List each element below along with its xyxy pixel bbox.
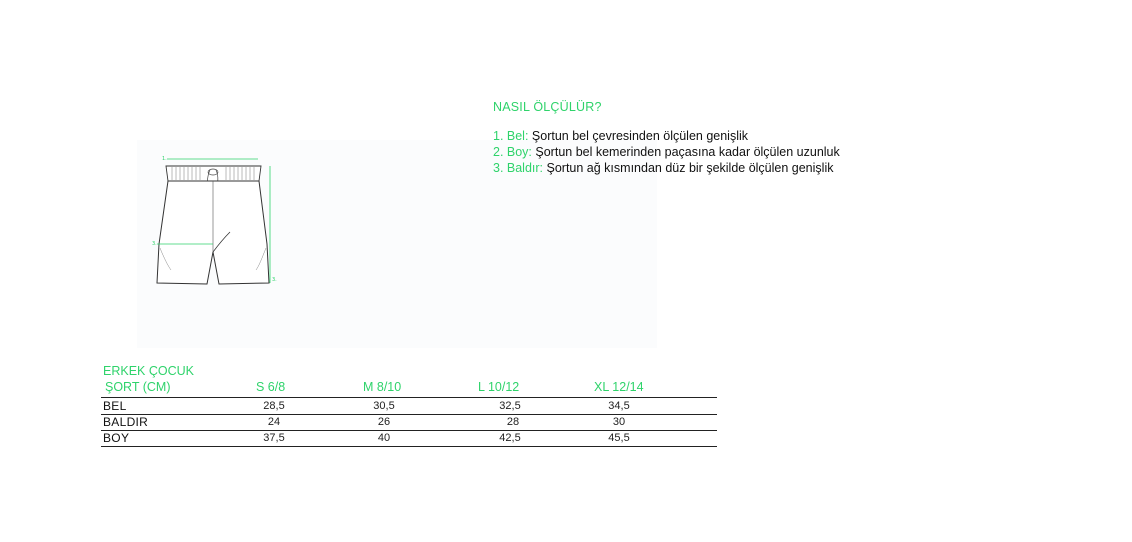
thigh-label: 3.	[152, 241, 157, 247]
table-cell: 32,5	[499, 400, 521, 412]
measure-item-waist	[493, 128, 1093, 144]
shorts-diagram	[140, 148, 300, 293]
column-header-xl: XL 12/14	[594, 380, 644, 394]
how-to-measure-title: NASIL ÖLÇÜLÜR?	[493, 100, 602, 114]
table-cell: 26	[377, 416, 391, 428]
table-cell: 24	[267, 416, 281, 428]
table-row	[101, 430, 717, 447]
how-to-measure	[493, 100, 1093, 176]
table-cell: 45,5	[608, 432, 630, 444]
measure-key: 3. Baldır:	[493, 161, 544, 175]
measure-item-length	[493, 144, 1093, 160]
table-cell: 30	[612, 416, 626, 428]
row-label: BEL	[103, 399, 127, 413]
column-header-l: L 10/12	[478, 380, 520, 394]
measure-item-thigh	[493, 160, 1093, 176]
table-row	[101, 398, 717, 415]
table-cell: 40	[377, 432, 391, 444]
length-label: 3.	[272, 277, 277, 283]
row-label: BOY	[103, 431, 130, 445]
row-label: BALDIR	[103, 415, 149, 429]
table-cell: 28,5	[263, 400, 285, 412]
measure-text: Şortun bel kemerinden paçasına kadar ölçülen uzunluk	[531, 145, 840, 159]
table-cell: 28	[506, 416, 520, 428]
size-table-header	[101, 380, 717, 398]
size-table-subtitle: ŞORT (CM)	[105, 380, 171, 394]
measure-text: Şortun bel çevresinden ölçülen genişlik	[528, 129, 749, 143]
measure-text: Şortun ağ kısmından düz bir şekilde ölçülen genişlik	[543, 161, 834, 175]
measure-key: 2. Boy:	[493, 145, 532, 159]
measure-key: 1. Bel:	[493, 129, 529, 143]
table-cell: 30,5	[373, 400, 395, 412]
column-header-m: M 8/10	[363, 380, 402, 394]
column-header-s: S 6/8	[256, 380, 286, 394]
size-table-title: ERKEK ÇOCUK	[103, 364, 194, 378]
table-cell: 42,5	[499, 432, 521, 444]
table-cell: 34,5	[608, 400, 630, 412]
waist-label: 1.	[162, 156, 167, 162]
table-cell: 37,5	[263, 432, 285, 444]
table-row	[101, 414, 717, 431]
